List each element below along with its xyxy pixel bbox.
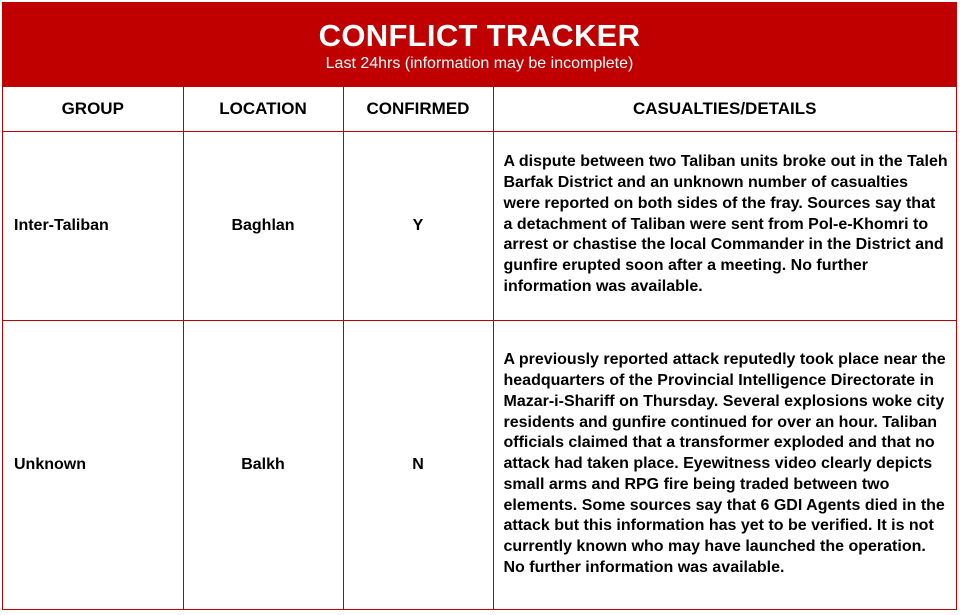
cell-details: A dispute between two Taliban units broke out in the Taleh Barfak District and an unknown number of casualties were reported on both sides of the fray. Sources say that a detachment of Taliban were sent from Pol-e-Khomri to arrest or chastise the local Commander in the District and gunfire erupted soon after a meeting. No further information was available. — [493, 132, 956, 321]
column-header-details: CASUALTIES/DETAILS — [493, 87, 956, 132]
page-title: CONFLICT TRACKER — [318, 18, 641, 53]
cell-confirmed: N — [343, 321, 493, 611]
conflict-table — [3, 86, 956, 610]
column-header-location: LOCATION — [183, 87, 343, 132]
cell-location: Balkh — [183, 321, 343, 611]
cell-group: Inter-Taliban — [3, 132, 183, 321]
cell-location: Baghlan — [183, 132, 343, 321]
table-row — [3, 321, 956, 611]
table-row — [3, 132, 956, 321]
conflict-tracker — [2, 2, 957, 610]
column-header-confirmed: CONFIRMED — [343, 87, 493, 132]
page-subtitle: Last 24hrs (information may be incomplete) — [325, 55, 634, 72]
cell-confirmed: Y — [343, 132, 493, 321]
table-header-row — [3, 87, 956, 132]
header-banner — [3, 3, 956, 86]
column-header-group: GROUP — [3, 87, 183, 132]
cell-group: Unknown — [3, 321, 183, 611]
cell-details: A previously reported attack reputedly took place near the headquarters of the Provincial Intelligence Directorate in Mazar-i-Shariff on Thursday. Several explosions woke city residents and gunfire continued for over an hour. Taliban officials claimed that a transformer exploded and that no attack had taken place. Eyewitness video clearly depicts small arms and RPG fire being traded between two elements. Some sources say that 6 GDI Agents died in the attack but this information has yet to be verified. It is not currently known who may have launched the operation. No further information was available. — [493, 321, 956, 611]
